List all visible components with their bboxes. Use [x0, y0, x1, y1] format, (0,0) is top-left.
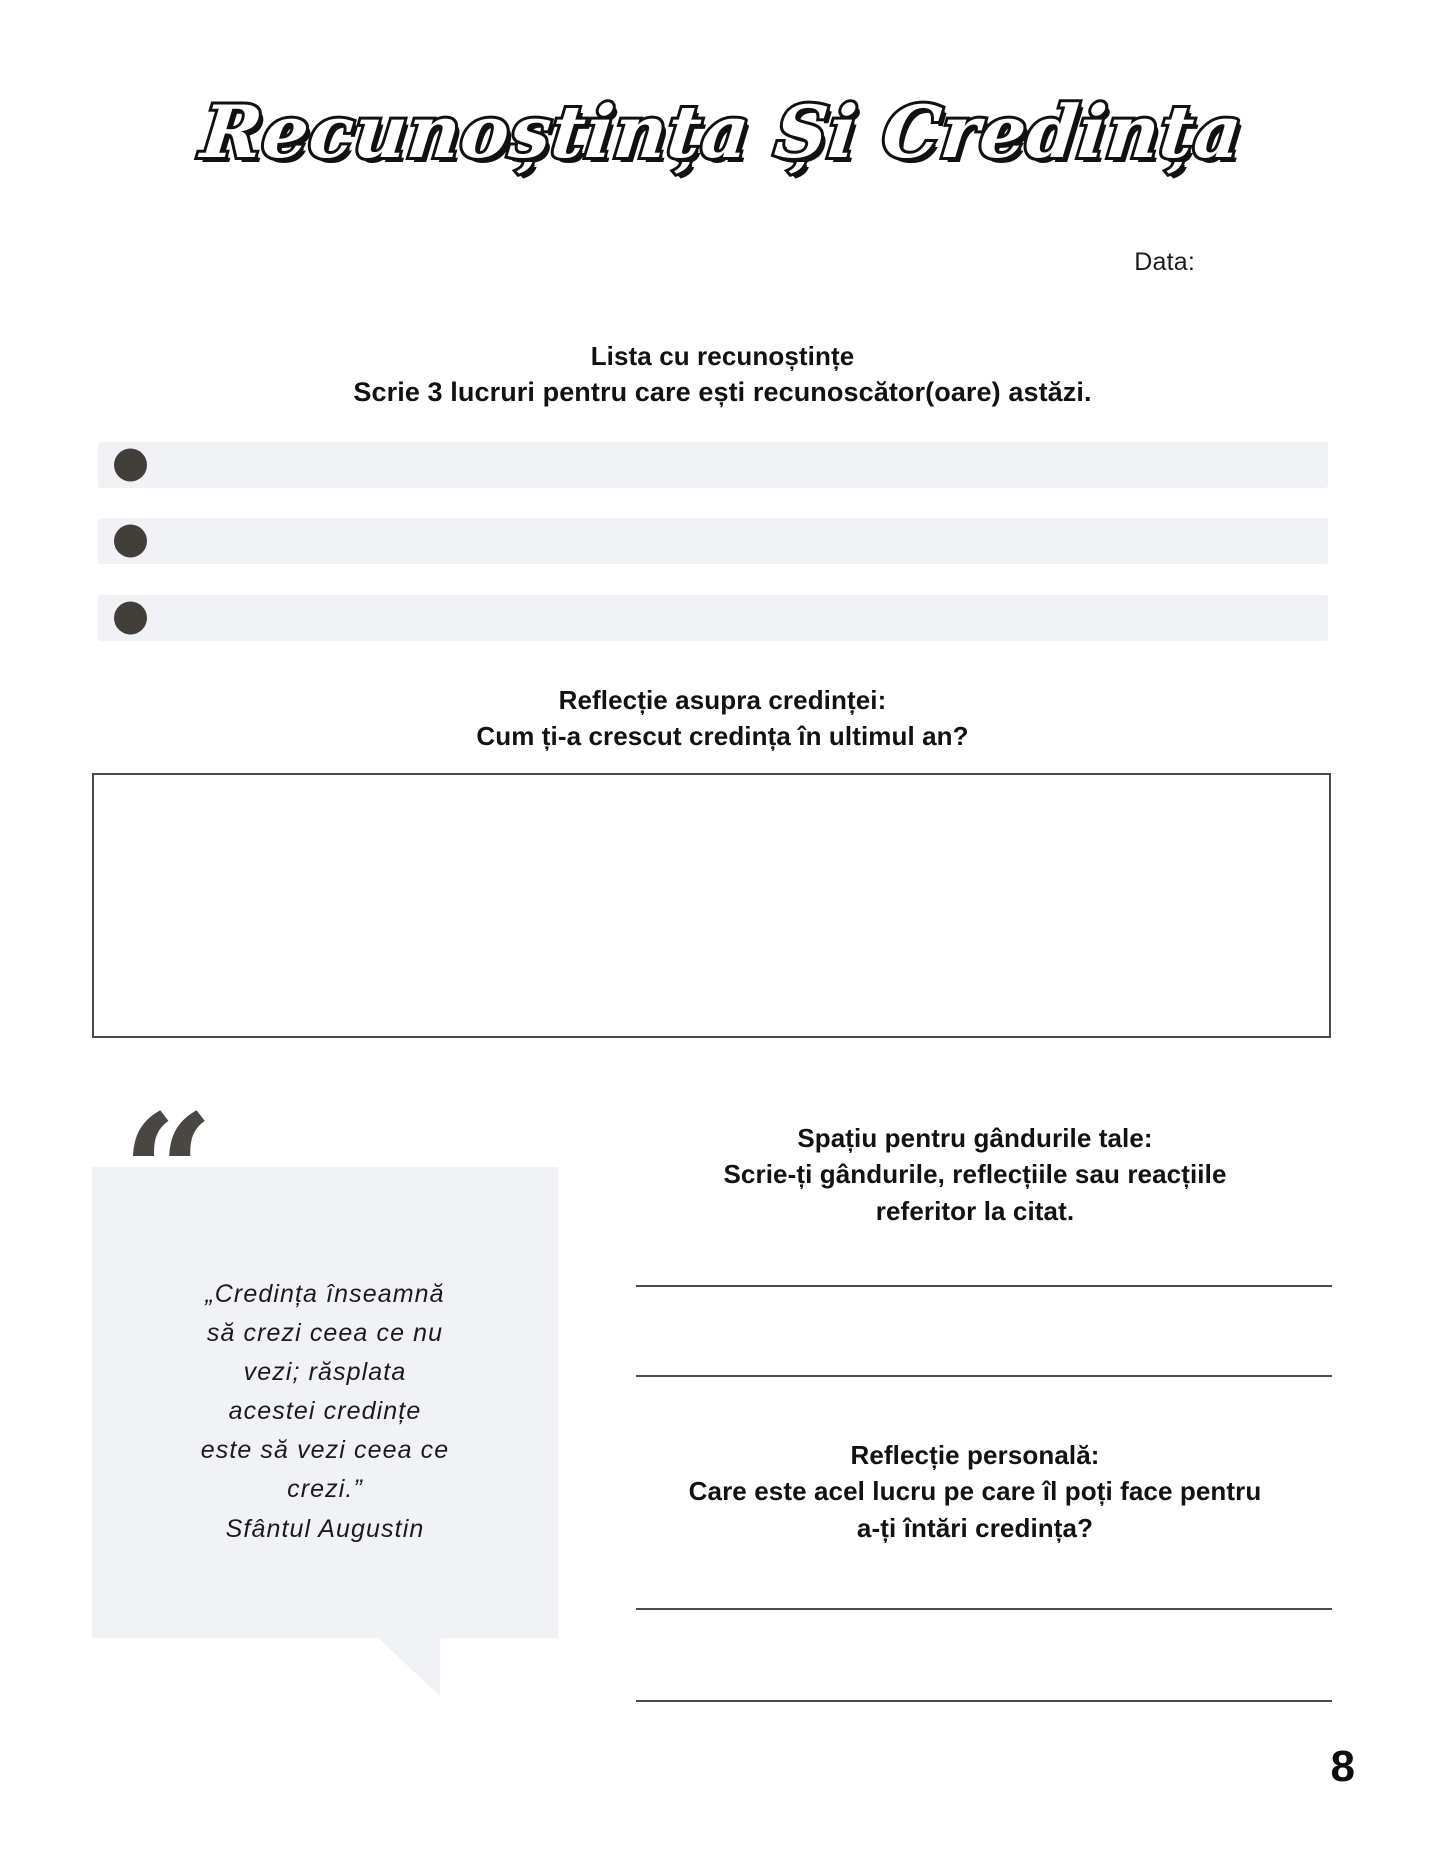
page-title: Recunoștința Și Credința [198, 89, 1248, 174]
gratitude-row-3[interactable] [98, 595, 1328, 641]
quote-bubble-tail [378, 1638, 440, 1696]
faith-prompt: Cum ți-a crescut credința în ultimul an? [476, 721, 969, 752]
gratitude-input-2[interactable] [162, 518, 1318, 564]
bullet-icon [114, 449, 147, 482]
thoughts-heading: Spațiu pentru gândurile tale: [797, 1123, 1153, 1153]
personal-prompt-line-2: a-ți întări credința? [856, 1512, 1094, 1543]
thoughts-prompt-line-1: Scrie-ți gândurile, reflecțiile sau reacțiile [723, 1159, 1227, 1190]
faith-reflection-textarea[interactable] [92, 773, 1331, 1038]
thoughts-write-line-1[interactable] [636, 1285, 1332, 1287]
quote-line-1: „Credința înseamnă [205, 1280, 445, 1308]
gratitude-row-2[interactable] [98, 518, 1328, 564]
thoughts-heading-block [610, 1120, 1340, 1229]
bullet-icon [114, 525, 147, 558]
personal-heading-block [610, 1437, 1340, 1546]
quote-line-3: vezi; răsplata [243, 1358, 407, 1386]
quote-author: Sfântul Augustin [225, 1515, 425, 1543]
personal-write-line-1[interactable] [636, 1608, 1332, 1610]
gratitude-heading-block [80, 338, 1365, 412]
gratitude-instruction: Scrie 3 lucruri pentru care ești recunoscător(oare) astăzi. [353, 377, 1092, 408]
faith-heading-block [80, 682, 1365, 755]
personal-heading: Reflecție personală: [850, 1440, 1100, 1470]
quote-line-6: crezi.” [287, 1475, 363, 1503]
page-number: 8 [1330, 1742, 1355, 1791]
quote-line-2: să crezi ceea ce nu [206, 1319, 444, 1347]
quote-line-5: este să vezi ceea ce [200, 1436, 450, 1464]
thoughts-write-line-2[interactable] [636, 1375, 1332, 1377]
gratitude-input-1[interactable] [162, 442, 1318, 488]
faith-heading: Reflecție asupra credinței: [558, 685, 887, 715]
personal-prompt-line-1: Care este acel lucru pe care îl poți face pentru [688, 1476, 1262, 1507]
personal-write-line-2[interactable] [636, 1700, 1332, 1702]
bullet-icon [114, 602, 147, 635]
date-label: Data: [1134, 248, 1195, 276]
quote-mark-icon: “ [122, 1079, 215, 1267]
gratitude-row-1[interactable] [98, 442, 1328, 488]
quote-text [110, 1275, 540, 1509]
gratitude-heading: Lista cu recunoștințe [590, 341, 855, 371]
page-title-container [0, 89, 1445, 174]
gratitude-input-3[interactable] [162, 595, 1318, 641]
thoughts-prompt-line-2: referitor la citat. [875, 1195, 1075, 1226]
quote-line-4: acestei credințe [228, 1397, 422, 1425]
